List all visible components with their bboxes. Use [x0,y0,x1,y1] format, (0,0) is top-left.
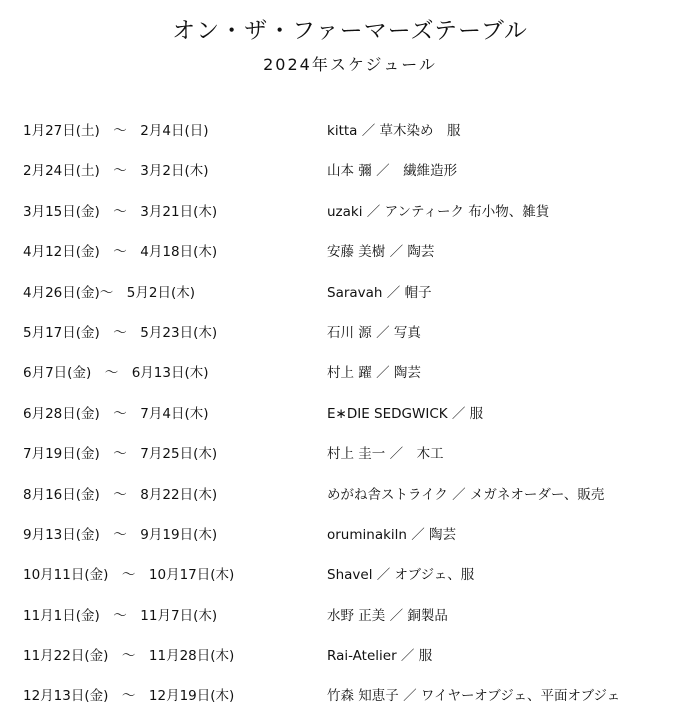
schedule-event: Rai-Atelier ／ 服 [327,648,433,665]
schedule-row [0,483,700,523]
schedule-event: 石川 源 ／ 写真 [327,324,421,341]
schedule-row [0,361,700,401]
schedule-dates: 11月22日(金) ～ 11月28日(木) [23,648,235,665]
schedule-row [0,604,700,644]
schedule-row [0,644,700,684]
schedule-row [0,281,700,321]
schedule-dates: 4月12日(金) ～ 4月18日(木) [23,244,218,261]
schedule-event: uzaki ／ アンティーク 布小物、雑貨 [327,203,550,220]
schedule-event: 竹森 知恵子 ／ ワイヤーオブジェ、平面オブジェ [327,688,621,705]
schedule-dates: 6月28日(金) ～ 7月4日(木) [23,405,209,422]
schedule-event: E∗DIE SEDGWICK ／ 服 [327,405,484,422]
schedule-row [0,402,700,442]
schedule-dates: 9月13日(金) ～ 9月19日(木) [23,526,218,543]
page-title: オン・ザ・ファーマーズテーブル [172,18,528,44]
schedule-event: 水野 正美 ／ 銅製品 [327,607,448,624]
schedule-row [0,523,700,563]
schedule-dates: 11月1日(金) ～ 11月7日(木) [23,607,218,624]
schedule-event: Saravah ／ 帽子 [327,284,432,301]
schedule-event: めがね舎ストライク ／ メガネオーダー、販売 [327,486,605,503]
schedule-event: Shavel ／ オブジェ、服 [327,567,475,584]
schedule-dates: 1月27日(土) ～ 2月4日(日) [23,123,209,139]
schedule-dates: 7月19日(金) ～ 7月25日(木) [23,446,218,463]
schedule-event: 村上 躍 ／ 陶芸 [327,365,421,382]
schedule-event: kitta ／ 草木染め 服 [327,123,461,139]
schedule-event: 安藤 美樹 ／ 陶芸 [327,244,435,261]
schedule-row [0,321,700,361]
schedule-row [0,200,700,240]
schedule-event: 山本 彌 ／ 繊維造形 [327,163,458,180]
schedule-dates: 4月26日(金)～ 5月2日(木) [23,284,196,301]
schedule-dates: 2月24日(土) ～ 3月2日(木) [23,163,209,180]
schedule-row [0,442,700,482]
schedule-dates: 10月11日(金) ～ 10月17日(木) [23,567,235,584]
schedule-row [0,240,700,280]
schedule-dates: 8月16日(金) ～ 8月22日(木) [23,486,218,503]
schedule-dates: 6月7日(金) ～ 6月13日(木) [23,365,209,382]
schedule-list [0,119,700,725]
schedule-dates: 12月13日(金) ～ 12月19日(木) [23,688,235,705]
schedule-event: oruminakiln ／ 陶芸 [327,526,457,543]
schedule-event: 村上 圭一 ／ 木工 [327,446,444,463]
schedule-row [0,563,700,603]
schedule-dates: 5月17日(金) ～ 5月23日(木) [23,324,218,341]
schedule-row [0,159,700,199]
schedule-dates: 3月15日(金) ～ 3月21日(木) [23,203,218,220]
page-subtitle: 2024年スケジュール [263,55,437,74]
schedule-row [0,119,700,159]
